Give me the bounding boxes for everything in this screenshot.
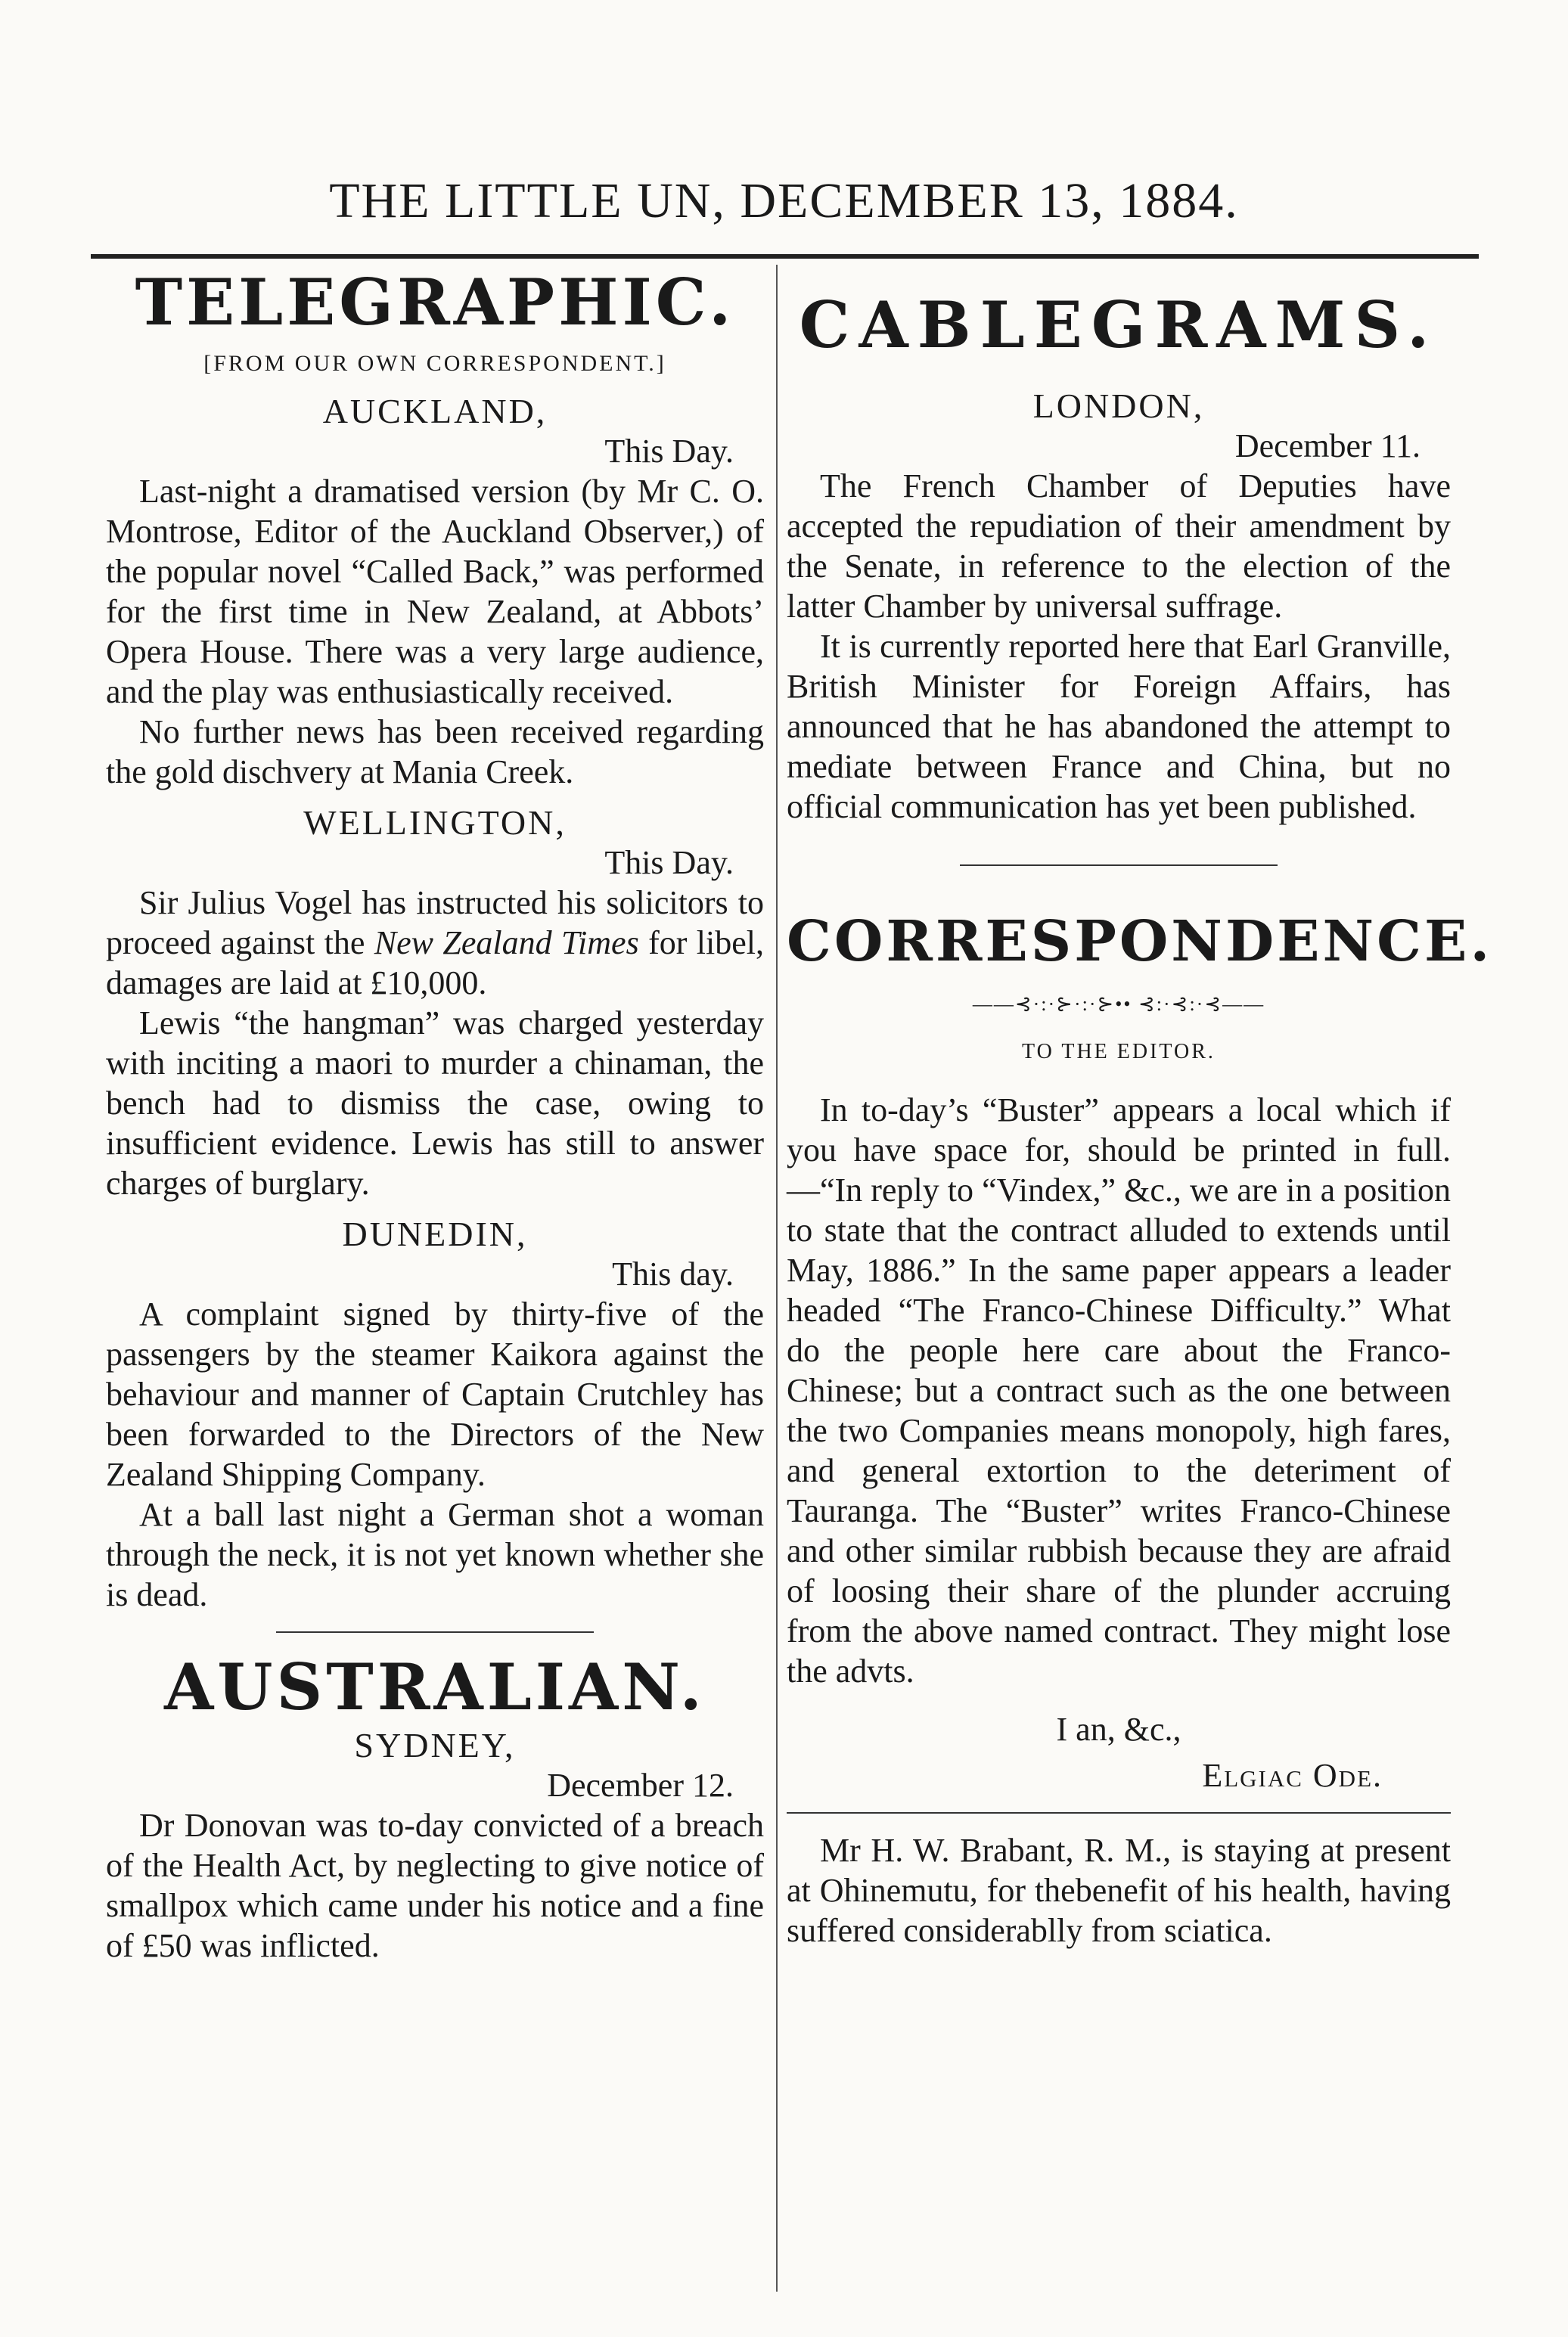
auckland-paragraph-1: Last-night a dramatised version (by Mr C. O. Montrose, Editor of the Auckland Observer,) of the popular novel “Called Back,” was performed for the first time in New Zealand, at Abbots’ Opera House. There was a very large audience, and the play was enthusiastically received. [106,473,764,710]
left-column [106,265,764,1966]
dunedin-dateline: DUNEDIN, [342,1215,528,1253]
wellington-paragraph-2: Lewis “the hangman” was charged yesterday with inciting a maori to murder a chinaman, the bench had to dismiss the case, owing to insufficient evidence. Lewis has still to answer charges of burglary. [106,1004,764,1202]
column-divider [776,265,778,2292]
sydney-paragraph-1: Dr Donovan was to-day convicted of a breach of the Health Act, by neglecting to give notice of smallpox which came under his notice and a fine of £50 was inflicted. [106,1807,764,1964]
wellington-date: This Day. [604,844,734,881]
section-rule [276,1631,594,1633]
telegraphic-subheading: [FROM OUR OWN CORRESPONDENT.] [203,351,666,376]
letter-signoff: I an, &c., [1056,1711,1181,1748]
letter-paragraph: In to-day’s “Buster” appears a local which if you have space for, should be printed in full.—“In reply to “Vindex,” &c., we are in a position to state that the contract alluded to extends until May, 1886.” In the same paper appears a leader headed “The Franco-Chinese Difficulty.” What do the people here care about the Franco-Chinese; but a contract such as the one between the two Companies means monopoly, high fares, and general extortion to the deteriment of Tauranga. The “Buster” writes Franco-Chinese and other similar rubbish because they are afraid of loosing their share of the plunder accruing from the above named contract. They might lose the advts. [787,1091,1451,1690]
auckland-paragraph-2: No further news has been received regarding the gold dischvery at Mania Creek. [106,713,764,790]
wellington-dateline: WELLINGTON, [303,803,567,842]
right-column [787,265,1493,1951]
section-rule [960,864,1278,866]
sydney-dateline: SYDNEY, [354,1726,516,1764]
wellington-text-a: Sir Julius Vogel has instructed his solicitors to proceed against the [106,884,764,961]
section-rule [787,1812,1451,1814]
london-date: December 11. [1234,427,1421,464]
dunedin-date: This day. [612,1255,734,1293]
london-dateline: LONDON, [1032,386,1205,425]
london-paragraph-1: The French Chamber of Deputies have accepted the repudiation of their amendment by the Senate, in reference to the election of the latter Chamber by universal suffrage. [787,467,1451,625]
to-editor-label: TO THE EDITOR. [1022,1040,1216,1063]
wellington-paragraph-1 [106,883,764,1003]
telegraphic-heading: TELEGRAPHIC. [135,265,735,340]
cablegrams-heading: CABLEGRAMS. [799,287,1439,362]
correspondence-heading: CORRESPONDENCE. [787,909,1493,974]
letter-signature: Elgiac Ode. [1202,1757,1383,1794]
dunedin-paragraph-1: A complaint signed by thirty-five of the passengers by the steamer Kaikora against the behaviour and manner of Captain Crutchley has been forwarded to the Directors of the New Zealand Shipping Company. [106,1296,764,1493]
wellington-text-b: for libel, damages are laid at £10,000. [106,924,764,1001]
australian-heading: AUSTRALIAN. [164,1650,706,1724]
ornament-divider: ——⊰·:·⊱·:·⊱•• ⊰:·⊰:·⊰—— [972,993,1265,1015]
sydney-date: December 12. [547,1767,734,1804]
dunedin-paragraph-2: At a ball last night a German shot a woman through the neck, it is not yet known whether she is dead. [106,1496,764,1613]
brabant-paragraph: Mr H. W. Brabant, R. M., is staying at present at Ohinemutu, for thebenefit of his health, having suffered considerablly from sciatica. [787,1832,1451,1949]
masthead: THE LITTLE UN, DECEMBER 13, 1884. [329,173,1239,228]
masthead-rule [91,254,1479,259]
newspaper-title-italic: New Zealand Times [374,924,639,961]
auckland-dateline: AUCKLAND, [322,392,548,430]
london-paragraph-2: It is currently reported here that Earl Granville, British Minister for Foreign Affairs, has announced that he has abandoned the attempt to mediate between France and China, but no official communication has yet been published. [787,628,1451,825]
auckland-date: This Day. [604,433,734,470]
